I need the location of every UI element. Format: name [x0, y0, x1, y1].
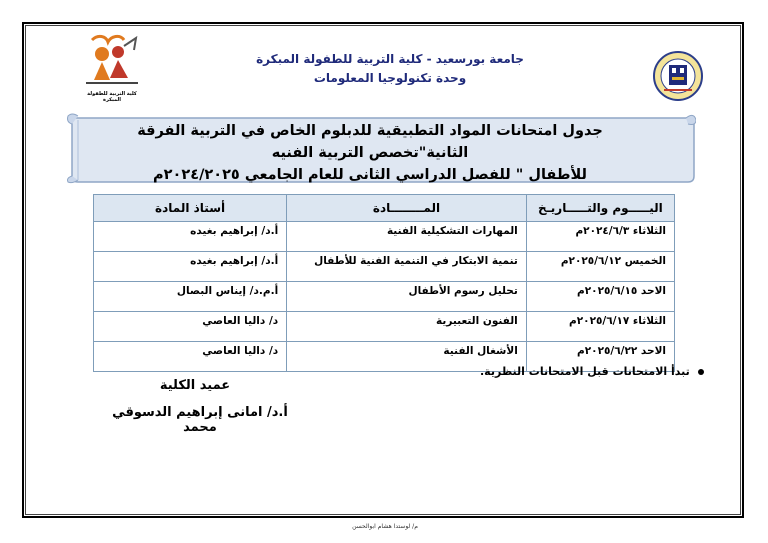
table-row — [94, 312, 675, 342]
faculty-logo-caption: كلية التربية للطفولة المبكرة — [87, 91, 137, 103]
cell-date: الاحد ٢٠٢٥/٦/٢٢م — [526, 342, 674, 372]
cell-date: الثلاثاء ٢٠٢٥/٦/١٧م — [526, 312, 674, 342]
cell-professor: أ.د/ إبراهيم بغيده — [94, 252, 287, 282]
exam-schedule-table — [93, 194, 675, 372]
dean-title: عميد الكلية — [159, 378, 231, 393]
cell-date: الاحد ٢٠٢٥/٦/١٥م — [526, 282, 674, 312]
header-block — [230, 50, 550, 88]
university-logo-icon — [650, 50, 706, 102]
cell-professor: أ.د/ إبراهيم بغيده — [94, 222, 287, 252]
cell-subject: المهارات التشكيلية الفنية — [287, 222, 527, 252]
header-date: اليـــــوم والتـــــاريـخ — [526, 195, 674, 222]
unit-name: وحدة تكنولوجيا المعلومات — [313, 71, 467, 85]
header-subject: المــــــــادة — [287, 195, 527, 222]
cell-date: الخميس ٢٠٢٥/٦/١٢م — [526, 252, 674, 282]
university-name: جامعة بورسعيد - كلية التربية للطفولة المبكرة — [256, 52, 524, 66]
title-line-2: للأطفال " للفصل الدراسي الثانى للعام الجامعي ٢٠٢٤/٢٠٢٥م — [153, 167, 587, 183]
cell-subject: الفنون التعبيرية — [287, 312, 527, 342]
exam-note — [480, 365, 704, 378]
title-line-1: جدول امتحانات المواد التطبيقية للدبلوم الخاص في التربية الفرقة الثانية"تخصص التربية الفنيه — [137, 123, 603, 161]
cell-subject: تنمية الابتكار في التنمية الفنية للأطفال — [287, 252, 527, 282]
note-text: تبدأ الامتحانات قبل الامتحانات النظرية. — [480, 365, 690, 378]
page-title — [90, 120, 650, 186]
footer-credit: م/ لوستدا هشام ابوالحسن — [352, 523, 418, 530]
table-row — [94, 222, 675, 252]
cell-professor: د/ داليا العاصي — [94, 312, 287, 342]
header-professor: أستاذ المادة — [94, 195, 287, 222]
cell-subject: الأشغال الفنية — [287, 342, 527, 372]
bullet-icon — [698, 369, 704, 375]
table-row — [94, 282, 675, 312]
cell-date: الثلاثاء ٢٠٢٤/٦/٣م — [526, 222, 674, 252]
cell-professor: د/ داليا العاصي — [94, 342, 287, 372]
faculty-logo-icon — [78, 32, 146, 92]
table-header-row — [94, 195, 675, 222]
dean-name: أ.د/ امانى إبراهيم الدسوقي محمد — [112, 405, 288, 435]
cell-professor: أ.م.د/ إيناس البصال — [94, 282, 287, 312]
cell-subject: تحليل رسوم الأطفال — [287, 282, 527, 312]
table-row — [94, 252, 675, 282]
